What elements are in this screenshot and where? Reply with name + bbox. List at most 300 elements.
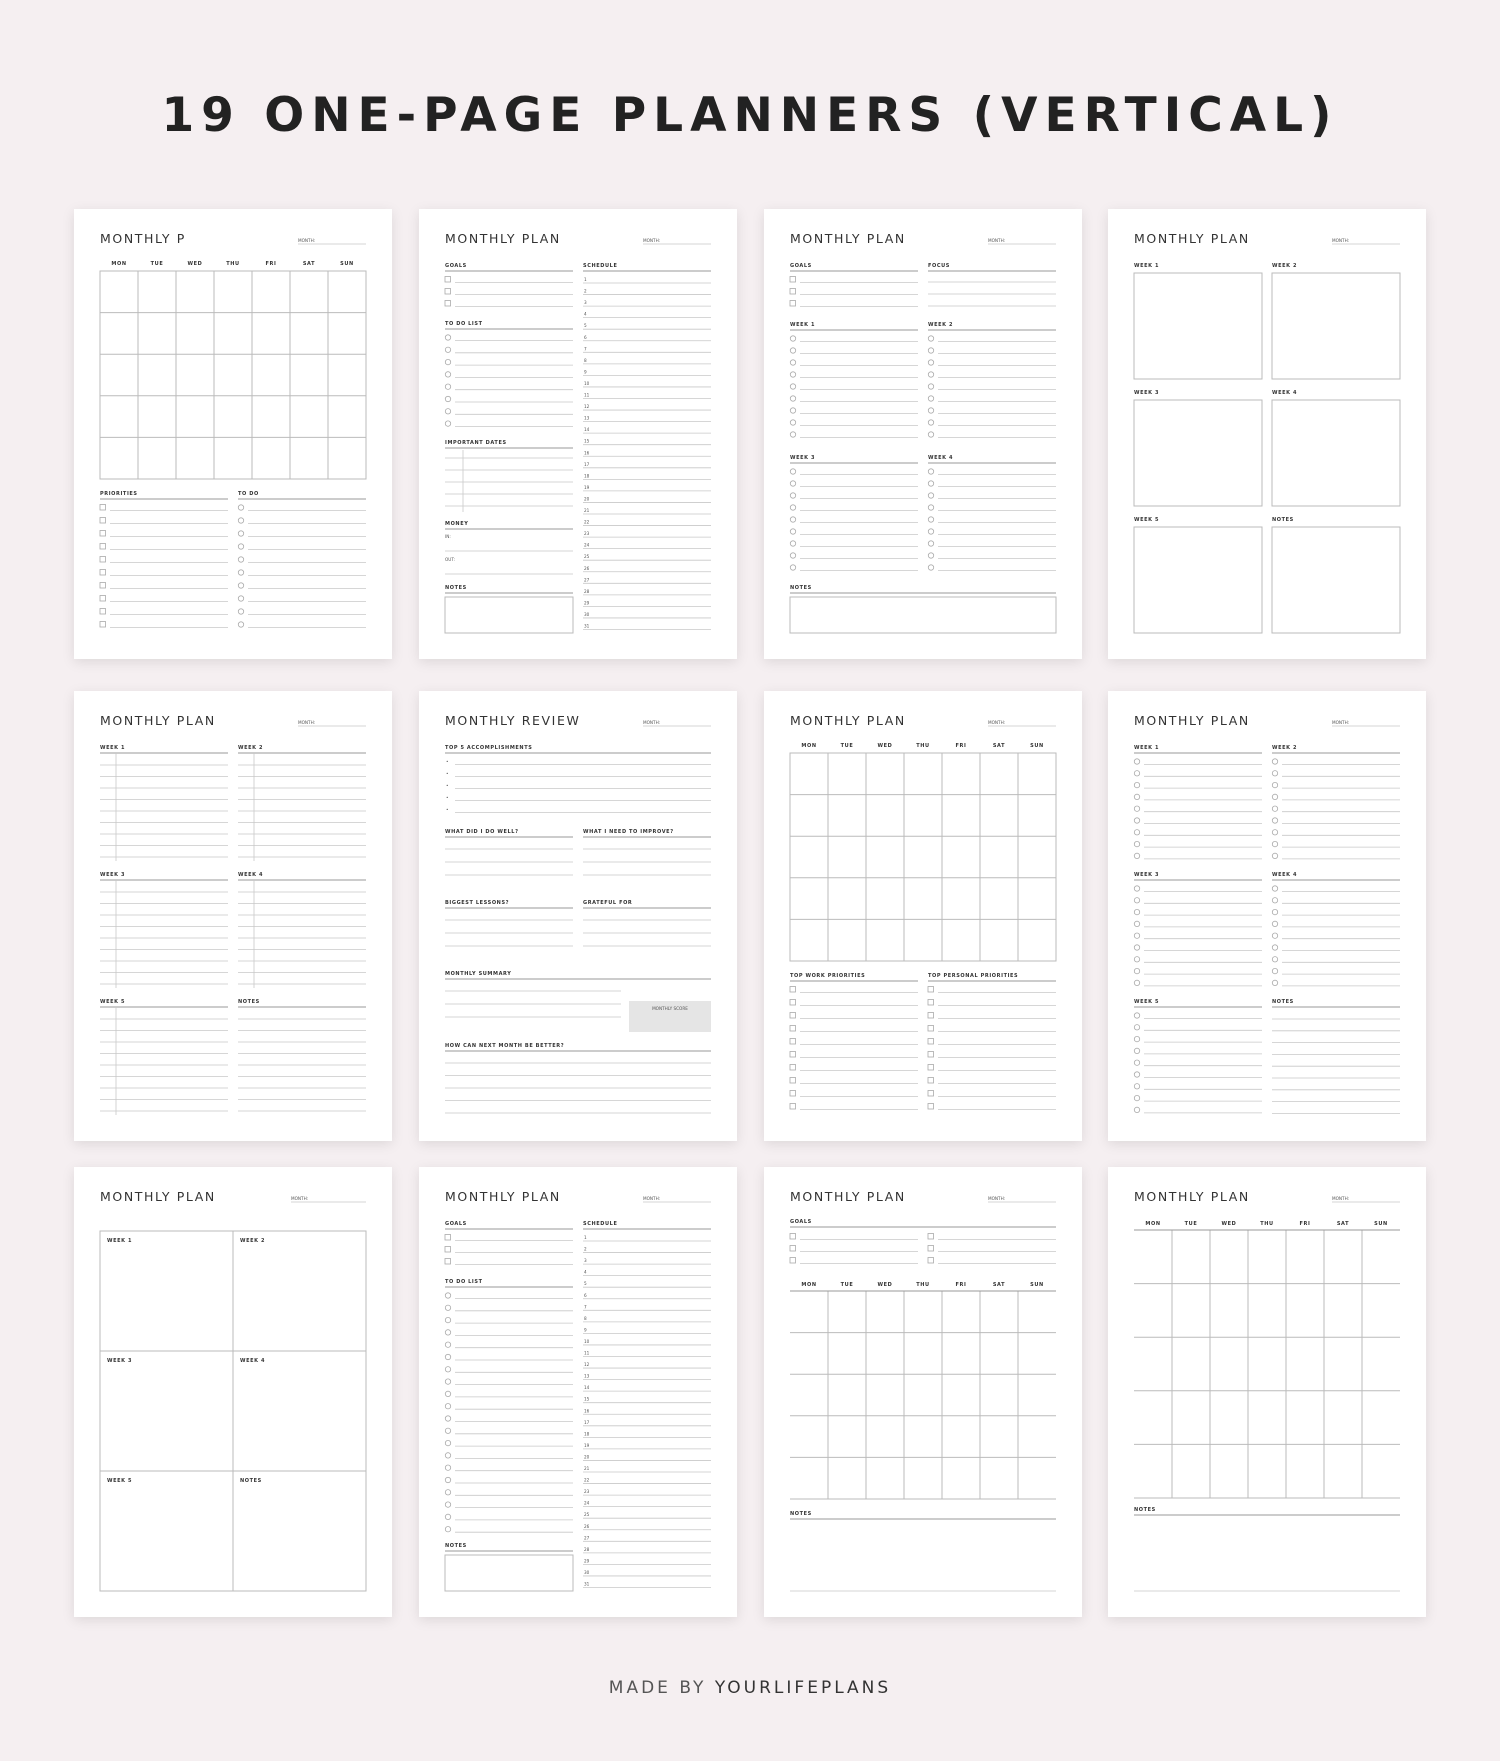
planner-page-monthly-week-timeline[interactable] [74,691,392,1141]
credit-brand: YOURLIFEPLANS [714,1678,892,1698]
planner-page-monthly-goals-calendar[interactable] [764,1167,1082,1617]
date-number: 6 [584,334,587,340]
day-label: SAT [1336,1221,1350,1227]
day-label: SUN [1030,1282,1044,1288]
checkbox-circle [238,518,243,523]
checkbox-circle [1134,1013,1139,1018]
section-label: WEEK 2 [238,745,264,751]
checkbox-circle [1134,957,1139,962]
checkbox-square [928,1234,934,1240]
calendar-grid [790,753,1056,961]
section-label: GOALS [790,1219,812,1225]
date-number: 28 [584,588,590,594]
checkbox-circle [445,1342,450,1347]
day-label: FRI [265,261,277,267]
planner-page-monthly-schedule[interactable] [419,209,737,659]
section-label: SCHEDULE [583,263,618,269]
checkbox-circle [928,420,933,425]
section-label: WEEK 3 [790,455,816,461]
checkbox-circle [1272,909,1277,914]
page-title: MONTHLY PLAN [790,1189,906,1204]
section-label: WHAT DID I DO WELL? [445,829,519,835]
date-number: 2 [584,1246,587,1252]
day-label: SUN [1374,1221,1388,1227]
checkbox-square [928,1258,934,1264]
month-label: MONTH: [643,1196,661,1201]
checkbox-circle [445,1514,450,1519]
checkbox-circle [445,409,450,414]
section-label: WEEK 5 [1134,517,1160,523]
checkbox-square [445,1235,451,1241]
planner-page-monthly-week-boxes[interactable] [1108,209,1426,659]
date-number: 3 [584,300,587,306]
checkbox-square [445,289,451,295]
credit-line [0,1678,1500,1698]
month-label: MONTH: [988,720,1006,725]
checkbox-circle [1134,921,1139,926]
date-number: 31 [584,1581,590,1587]
checkbox-square [790,301,796,307]
checkbox-circle [928,432,933,437]
date-number: 28 [584,1546,590,1552]
checkbox-square [790,1078,796,1084]
planner-page-monthly-calendar-notes[interactable] [1108,1167,1426,1617]
date-number: 19 [584,1442,590,1448]
notes-box [445,597,573,633]
section-label: WEEK 3 [1134,390,1160,396]
planner-page-monthly-calendar-priorities[interactable] [74,209,392,659]
date-number: 18 [584,473,590,479]
checkbox-square [790,1065,796,1071]
date-number: 11 [584,392,590,398]
checkbox-circle [1134,759,1139,764]
planner-page-monthly-review[interactable] [419,691,737,1141]
checkbox-square [100,570,106,576]
day-label: TUE [840,743,854,749]
section-label: MONEY [445,521,469,527]
section-label: MONTHLY SUMMARY [445,971,512,977]
week-box [1272,400,1400,506]
date-number: 12 [584,404,590,410]
checkbox-circle [1272,853,1277,858]
bullet: • [446,795,449,800]
date-number: 15 [584,438,590,444]
checkbox-square [445,277,451,283]
checkbox-circle [790,372,795,377]
checkbox-circle [445,1440,450,1445]
main-title: 19 ONE-PAGE PLANNERS (VERTICAL) [161,88,1339,143]
checkbox-circle [1134,1072,1139,1077]
date-number: 6 [584,1292,587,1298]
section-label: BIGGEST LESSONS? [445,900,510,906]
section-label: WEEK 1 [1134,263,1160,269]
checkbox-circle [1272,957,1277,962]
day-label: THU [916,743,930,749]
checkbox-circle [1134,782,1139,787]
checkbox-square [445,1259,451,1265]
checkbox-circle [445,1367,450,1372]
checkbox-circle [1134,1107,1139,1112]
day-label: WED [187,261,203,267]
section-label: NOTES [790,585,812,591]
section-label: SCHEDULE [583,1221,618,1227]
section-label: GOALS [445,263,467,269]
checkbox-square [790,1052,796,1058]
date-number: 23 [584,531,590,537]
checkbox-circle [928,517,933,522]
section-label: NOTES [445,1543,467,1549]
checkbox-circle [445,396,450,401]
planner-page-monthly-week-grid[interactable] [74,1167,392,1617]
section-label: NOTES [1134,1507,1156,1513]
date-number: 29 [584,1558,590,1564]
date-number: 17 [584,461,590,467]
page-title: MONTHLY PLAN [100,713,216,728]
month-label: MONTH: [988,1196,1006,1201]
checkbox-circle [1272,933,1277,938]
month-label: MONTH: [1332,1196,1350,1201]
checkbox-circle [445,1465,450,1470]
section-label: WEEK 2 [240,1238,266,1244]
checkbox-square [100,505,106,511]
date-number: 19 [584,484,590,490]
checkbox-square [445,301,451,307]
page-title: MONTHLY PLAN [790,231,906,246]
checkbox-circle [238,622,243,627]
checkbox-circle [928,505,933,510]
checkbox-circle [445,1477,450,1482]
date-number: 21 [584,1466,590,1471]
date-number: 12 [584,1362,590,1368]
checkbox-circle [1134,968,1139,973]
day-label: SAT [992,1282,1006,1288]
checkbox-circle [790,420,795,425]
day-label: TUE [1184,1221,1198,1227]
month-label: MONTH: [643,720,661,725]
bullet: • [446,783,449,788]
checkbox-circle [445,347,450,352]
checkbox-circle [1134,898,1139,903]
date-number: 20 [584,1454,590,1460]
day-label: SAT [302,261,316,267]
checkbox-circle [790,553,795,558]
checkbox-circle [445,1490,450,1495]
checkbox-circle [445,1317,450,1322]
checkbox-circle [1134,980,1139,985]
checkbox-circle [928,372,933,377]
checkbox-circle [445,1527,450,1532]
date-number: 14 [584,427,590,433]
checkbox-circle [928,541,933,546]
date-number: 2 [584,288,587,294]
date-number: 1 [584,277,587,282]
day-label: FRI [955,1282,967,1288]
checkbox-circle [445,384,450,389]
checkbox-circle [1134,818,1139,823]
checkbox-circle [1134,1048,1139,1053]
checkbox-square [928,1026,934,1032]
day-label: THU [1260,1221,1274,1227]
day-label: WED [877,743,893,749]
checkbox-square [928,1052,934,1058]
checkbox-square [790,1000,796,1006]
checkbox-square [928,1078,934,1084]
date-number: 29 [584,600,590,606]
checkbox-square [100,531,106,537]
date-number: 3 [584,1258,587,1264]
checkbox-circle [445,421,450,426]
date-number: 26 [584,565,590,571]
checkbox-circle [1272,818,1277,823]
checkbox-square [790,1234,796,1240]
section-label: IMPORTANT DATES [445,440,507,446]
page-title: MONTHLY PLAN [1134,1189,1250,1204]
date-number: 31 [584,623,590,629]
date-number: 7 [584,1304,587,1310]
section-label: TOP PERSONAL PRIORITIES [928,973,1019,979]
page-title: MONTHLY REVIEW [445,713,581,728]
week-box [1272,527,1400,633]
checkbox-circle [445,1404,450,1409]
checkbox-circle [445,1379,450,1384]
date-number: 21 [584,508,590,513]
credit-prefix: MADE BY [608,1678,707,1698]
checkbox-square [100,622,106,628]
page-title: MONTHLY PLAN [1134,231,1250,246]
checkbox-square [790,987,796,993]
date-number: 14 [584,1385,590,1391]
checkbox-square [445,1247,451,1253]
section-label: FOCUS [928,263,950,269]
checkbox-square [100,583,106,589]
section-label: TO DO LIST [445,1279,483,1285]
section-label: WHAT I NEED TO IMPROVE? [583,829,674,835]
notes-box [790,597,1056,633]
date-number: 30 [584,611,590,617]
checkbox-circle [1272,806,1277,811]
checkbox-circle [790,505,795,510]
planner-page-monthly-calendar-work-personal[interactable] [764,691,1082,1141]
date-number: 20 [584,496,590,502]
checkbox-circle [1134,886,1139,891]
day-label: WED [877,1282,893,1288]
checkbox-square [928,1039,934,1045]
month-label: MONTH: [1332,720,1350,725]
date-number: 25 [584,1512,590,1518]
week-box [1134,527,1262,633]
section-label: NOTES [1272,517,1294,523]
checkbox-circle [928,336,933,341]
checkbox-square [790,1026,796,1032]
section-label: WEEK 4 [928,455,954,461]
checkbox-square [790,277,796,283]
checkbox-circle [928,553,933,558]
checkbox-circle [790,529,795,534]
month-label: MONTH: [298,238,316,243]
section-label: WEEK 3 [107,1358,133,1364]
checkbox-circle [445,1416,450,1421]
week-box [1272,273,1400,379]
section-label: GOALS [445,1221,467,1227]
checkbox-square [790,1104,796,1110]
checkbox-circle [445,335,450,340]
checkbox-circle [1134,841,1139,846]
checkbox-circle [238,505,243,510]
checkbox-circle [1272,898,1277,903]
section-label: GOALS [790,263,812,269]
date-number: 4 [584,311,587,317]
bullet: • [446,771,449,776]
checkbox-circle [1272,782,1277,787]
checkbox-circle [928,481,933,486]
checkbox-circle [1272,841,1277,846]
checkbox-circle [1272,794,1277,799]
checkbox-square [790,1091,796,1097]
section-label: WEEK 1 [1134,745,1160,751]
page-title: MONTHLY PLAN [1134,713,1250,728]
date-number: 7 [584,346,587,352]
section-label: WEEK 1 [100,745,126,751]
date-number: 5 [584,1281,587,1287]
date-number: 24 [584,1500,590,1506]
day-label: MON [1145,1221,1161,1227]
checkbox-circle [790,469,795,474]
checkbox-circle [445,1293,450,1298]
section-label: NOTES [445,585,467,591]
checkbox-circle [790,493,795,498]
section-label: WEEK 5 [107,1478,133,1484]
date-number: 24 [584,542,590,548]
date-number: 13 [584,1373,590,1379]
planner-page-monthly-goals-focus[interactable] [764,209,1082,659]
date-number: 16 [584,1408,590,1414]
checkbox-square [928,987,934,993]
date-number: 11 [584,1350,590,1356]
checkbox-circle [238,583,243,588]
day-label: FRI [1299,1221,1311,1227]
week-box [1134,400,1262,506]
checkbox-circle [928,360,933,365]
page-title: MONTHLY PLAN [445,1189,561,1204]
checkbox-circle [1272,921,1277,926]
day-label: FRI [955,743,967,749]
checkbox-circle [790,517,795,522]
checkbox-circle [928,384,933,389]
checkbox-circle [790,541,795,546]
section-label: TO DO [238,491,259,497]
money-out-label: OUT: [445,557,455,562]
planner-page-monthly-todo-schedule[interactable] [419,1167,737,1617]
checkbox-square [790,1013,796,1019]
section-label: NOTES [1272,999,1294,1005]
checkbox-circle [1272,968,1277,973]
section-label: PRIORITIES [100,491,138,497]
day-label: MON [801,1282,817,1288]
section-label: NOTES [240,1478,262,1484]
month-label: MONTH: [291,1196,309,1201]
checkbox-circle [1134,853,1139,858]
section-label: NOTES [790,1511,812,1517]
day-label: TUE [840,1282,854,1288]
day-label: WED [1221,1221,1237,1227]
checkbox-circle [928,565,933,570]
planner-page-monthly-week-lists[interactable] [1108,691,1426,1141]
checkbox-circle [1134,771,1139,776]
checkbox-circle [928,408,933,413]
checkbox-circle [445,1305,450,1310]
date-number: 5 [584,323,587,329]
date-number: 8 [584,1315,587,1321]
date-number: 22 [584,519,590,525]
checkbox-circle [928,493,933,498]
page-title: MONTHLY PLAN [445,231,561,246]
checkbox-square [928,1091,934,1097]
date-number: 30 [584,1569,590,1575]
money-in-label: IN: [445,534,451,539]
checkbox-circle [928,396,933,401]
section-label: WEEK 2 [928,322,954,328]
day-label: MON [111,261,127,267]
checkbox-square [790,289,796,295]
checkbox-circle [1272,886,1277,891]
checkbox-circle [1134,933,1139,938]
date-number: 17 [584,1419,590,1425]
date-number: 22 [584,1477,590,1483]
checkbox-circle [238,570,243,575]
date-number: 9 [584,369,587,375]
checkbox-circle [790,360,795,365]
section-label: WEEK 1 [107,1238,133,1244]
checkbox-square [928,1000,934,1006]
checkbox-circle [1134,945,1139,950]
checkbox-circle [1134,1095,1139,1100]
checkbox-circle [238,596,243,601]
month-label: MONTH: [643,238,661,243]
week-box [1134,273,1262,379]
checkbox-square [790,1039,796,1045]
section-label: WEEK 1 [790,322,816,328]
monthly-score-label: MONTHLY SCORE [652,1006,688,1011]
date-number: 10 [584,1338,590,1344]
date-number: 26 [584,1523,590,1529]
checkbox-circle [790,348,795,353]
checkbox-circle [445,372,450,377]
checkbox-circle [790,432,795,437]
date-number: 4 [584,1269,587,1275]
date-number: 15 [584,1396,590,1402]
checkbox-circle [790,396,795,401]
checkbox-circle [445,1354,450,1359]
checkbox-square [928,1013,934,1019]
page-title: MONTHLY PLAN [100,1189,216,1204]
checkbox-circle [790,336,795,341]
date-number: 8 [584,357,587,363]
month-label: MONTH: [988,238,1006,243]
date-number: 13 [584,415,590,421]
section-label: WEEK 3 [1134,872,1160,878]
notes-box [445,1555,573,1591]
checkbox-circle [928,348,933,353]
checkbox-circle [1272,980,1277,985]
checkbox-circle [928,529,933,534]
checkbox-circle [1134,794,1139,799]
checkbox-circle [445,1453,450,1458]
calendar-grid [100,271,366,479]
checkbox-circle [238,609,243,614]
checkbox-circle [1272,830,1277,835]
section-label: WEEK 4 [240,1358,266,1364]
day-label: SUN [340,261,354,267]
